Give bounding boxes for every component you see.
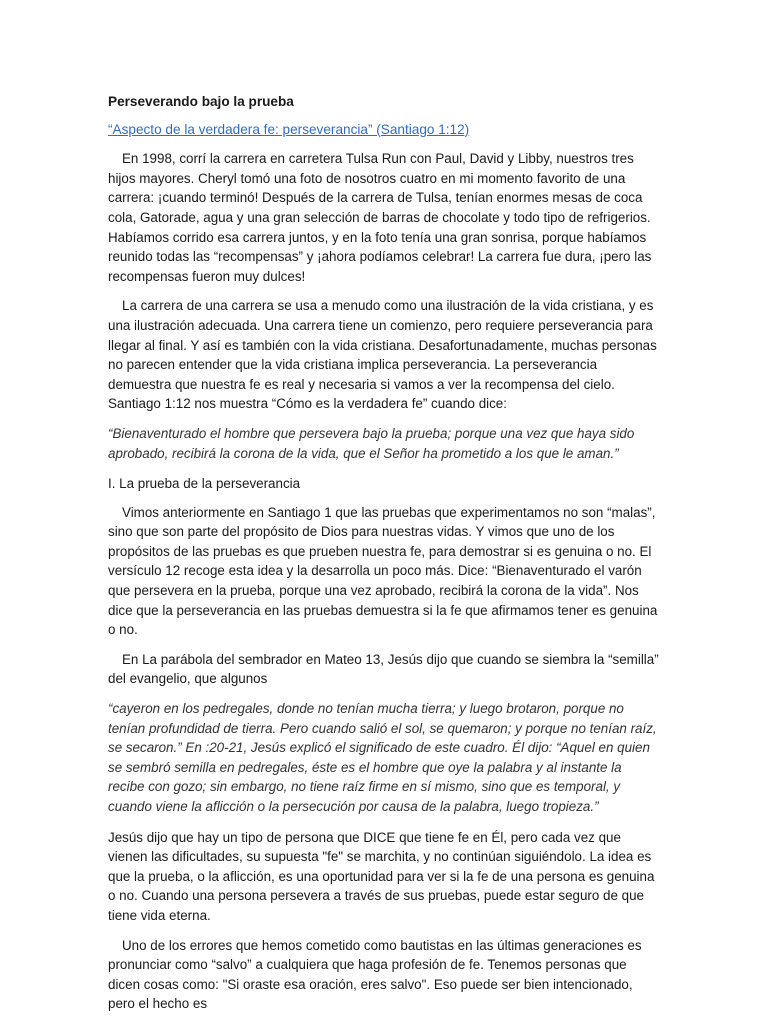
paragraph: Jesús dijo que hay un tipo de persona que DICE que tiene fe en Él, pero cada vez que vienen las dificultades, su supuesta "fe" se marchita, y no continúan siguiéndolo. La idea es que la prueba, o la aflicción, es una oportunidad para ver si la fe de una persona es genuina o no. Cuando una persona persevera a través de sus pruebas, puede estar seguro de que tiene vida eterna. xyxy=(108,829,655,923)
scripture-quote: “Bienaventurado el hombre que persevera bajo la prueba; porque una vez que haya sido aprobado, recibirá la corona de la vida, que el Señor ha prometido a los que le aman.” xyxy=(108,425,635,461)
section-heading: I. La prueba de la perseverancia xyxy=(108,476,301,492)
paragraph: En La parábola del sembrador en Mateo 13, Jesús dijo que cuando se siembra la “semilla” del evangelio, que algunos xyxy=(108,651,659,687)
document-title: Perseverando bajo la prueba xyxy=(108,94,294,109)
paragraph: La carrera de una carrera se usa a menudo como una ilustración de la vida cristiana, y es una ilustración adecuada. Una carrera tiene un comienzo, pero requiere perseverancia para llegar al final. Y así es también con la vida cristiana. Desafortunadamente, muchas personas no parecen entender que la vida cristiana implica perseverancia. La perseverancia demuestra que nuestra fe es real y necesaria si vamos a ver la recompensa del cielo. Santiago 1:12 nos muestra “Cómo es la verdadera fe” cuando dice: xyxy=(108,298,657,412)
document-page xyxy=(108,92,660,1024)
paragraph: Vimos anteriormente en Santiago 1 que las pruebas que experimentamos no son “malas”, sino que son parte del propósito de Dios para nuestras vidas. Y vimos que uno de los propósitos de las pruebas es que prueben nuestra fe, para demostrar si es genuina o no. El versículo 12 recoge esta idea y la desarrolla un poco más. Dice: “Bienaventurado el varón que persevera en la prueba, porque una vez aprobado, recibirá la corona de la vida”. Nos dice que la perseverancia en las pruebas demuestra si la fe que afirmamos tener es genuina o no. xyxy=(108,504,658,638)
scripture-quote: “cayeron en los pedregales, donde no tenían mucha tierra; y luego brotaron, porque no tenían profundidad de tierra. Pero cuando salió el sol, se quemaron; y porque no tenían raíz, se secaron.” En :20-21, Jesús explicó el significado de este cuadro. Él dijo: “Aquel en quien se sembró semilla en pedregales, éste es el hombre que oye la palabra y al instante la recibe con gozo; sin embargo, no tiene raíz firme en sí mismo, sino que es temporal, y cuando viene la aflicción o la persecución por causa de la palabra, luego tropieza.” xyxy=(108,701,657,814)
paragraph: Uno de los errores que hemos cometido como bautistas en las últimas generaciones es pronunciar como “salvo” a cualquiera que haga profesión de fe. Tenemos personas que dicen cosas como: "Si oraste esa oración, eres salvo". Eso puede ser bien intencionado, pero el hecho es xyxy=(108,937,642,1012)
paragraph: En 1998, corrí la carrera en carretera Tulsa Run con Paul, David y Libby, nuestros tres hijos mayores. Cheryl tomó una foto de nosotros cuatro en mi momento favorito de una carrera: ¡cuando terminó! Después de la carrera de Tulsa, tenían enormes mesas de coca cola, Gatorade, agua y una gran selección de barras de chocolate y todo tipo de refrigerios. Habíamos corrido esa carrera juntos, y en la foto tenía una gran sonrisa, porque habíamos reunido todas las “recompensas” y ¡ahora podíamos celebrar! La carrera fue dura, ¡pero las recompensas fueron muy dulces! xyxy=(108,151,652,284)
scripture-reference-link[interactable]: “Aspecto de la verdadera fe: perseverancia” (Santiago 1:12) xyxy=(108,121,470,137)
